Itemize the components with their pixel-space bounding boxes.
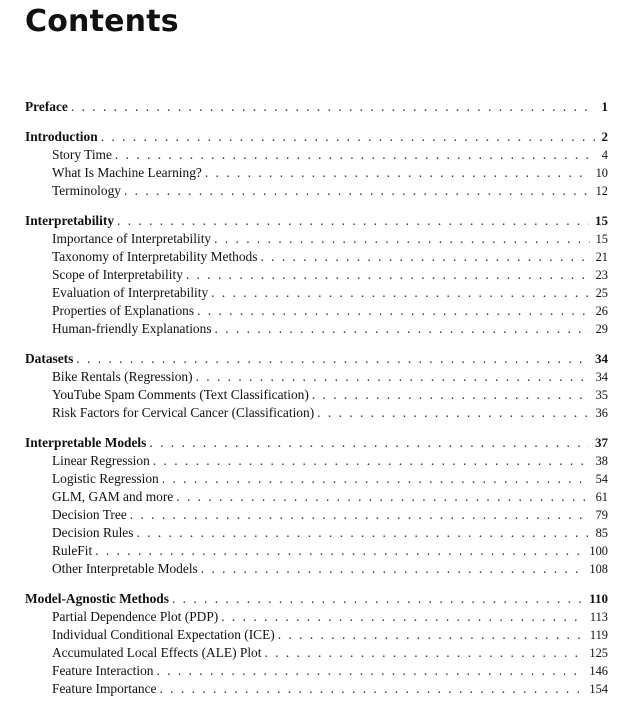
section-title: Feature Importance [52,681,157,696]
page-number: 21 [595,250,608,264]
toc-section-entry[interactable] [25,506,608,524]
section-title: Individual Conditional Expectation (ICE) [52,627,275,642]
page-number: 38 [595,454,608,468]
page-number: 34 [595,351,608,366]
page-number: 100 [589,544,608,558]
toc-section-entry[interactable] [25,146,608,164]
page-number: 37 [595,435,608,450]
chapter-title: Interpretability [25,213,115,228]
page-number: 10 [595,166,608,180]
chapter-title: Datasets [25,351,74,366]
section-title: Properties of Explanations [52,303,195,318]
dot-leader [153,452,590,470]
section-title: Evaluation of Interpretability [52,285,209,300]
section-title: YouTube Spam Comments (Text Classification) [52,387,309,402]
toc-section-entry[interactable] [25,248,608,266]
dot-leader [312,386,590,404]
page-number: 15 [595,213,608,228]
toc-chapter [25,128,608,200]
page-number: 26 [595,304,608,318]
toc-chapter [25,212,608,338]
dot-leader [196,368,590,386]
toc-section-entry[interactable] [25,662,608,680]
page-number: 110 [589,591,608,606]
toc-chapter [25,350,608,422]
dot-leader [214,230,589,248]
toc-section-entry[interactable] [25,644,608,662]
dot-leader [197,302,590,320]
page-number: 2 [601,129,608,144]
toc-section-entry[interactable] [25,266,608,284]
toc-chapter [25,98,608,116]
dot-leader [201,560,584,578]
toc-section-entry[interactable] [25,320,608,338]
toc-section-entry[interactable] [25,386,608,404]
dot-leader [101,128,596,146]
page-number: 79 [595,508,608,522]
section-title: Risk Factors for Cervical Cancer (Classification) [52,405,315,420]
page-number: 12 [595,184,608,198]
dot-leader [162,470,590,488]
dot-leader [215,320,590,338]
toc-chapter-entry[interactable] [25,590,608,608]
dot-leader [71,98,596,116]
page-number: 108 [589,562,608,576]
toc-section-entry[interactable] [25,560,608,578]
section-title: Story Time [52,147,112,162]
toc-section-entry[interactable] [25,404,608,422]
section-title: Partial Dependence Plot (PDP) [52,609,219,624]
chapter-title: Preface [25,99,68,114]
section-title: Other Interpretable Models [52,561,198,576]
page-number: 25 [595,286,608,300]
toc-section-entry[interactable] [25,164,608,182]
chapter-title: Introduction [25,129,98,144]
chapter-title: Interpretable Models [25,435,147,450]
dot-leader [159,680,583,698]
toc-section-entry[interactable] [25,488,608,506]
section-title: GLM, GAM and more [52,489,174,504]
dot-leader [136,524,589,542]
dot-leader [211,284,589,302]
toc-section-entry[interactable] [25,626,608,644]
dot-leader [76,350,589,368]
page-number: 146 [589,664,608,678]
toc-chapter-entry[interactable] [25,212,608,230]
section-title: Logistic Regression [52,471,159,486]
section-title: Accumulated Local Effects (ALE) Plot [52,645,262,660]
page-number: 125 [589,646,608,660]
page-number: 154 [589,682,608,696]
dot-leader [317,404,589,422]
page-number: 29 [595,322,608,336]
toc-chapter-entry[interactable] [25,128,608,146]
dot-leader [130,506,590,524]
toc-chapter [25,434,608,578]
toc-section-entry[interactable] [25,368,608,386]
page-number: 1 [601,99,608,114]
page-number: 54 [595,472,608,486]
dot-leader [117,212,589,230]
toc-section-entry[interactable] [25,182,608,200]
toc-section-entry[interactable] [25,542,608,560]
section-title: Decision Tree [52,507,127,522]
dot-leader [278,626,584,644]
page-number: 61 [595,490,608,504]
toc-section-entry[interactable] [25,302,608,320]
dot-leader [186,266,590,284]
dot-leader [221,608,584,626]
toc-section-entry[interactable] [25,524,608,542]
dot-leader [115,146,596,164]
section-title: Linear Regression [52,453,150,468]
dot-leader [95,542,583,560]
chapter-title: Model-Agnostic Methods [25,591,169,606]
toc-chapter [25,590,608,698]
page-number: 23 [595,268,608,282]
page-number: 85 [595,526,608,540]
dot-leader [260,248,589,266]
section-title: Scope of Interpretability [52,267,183,282]
toc-section-entry[interactable] [25,284,608,302]
page-number: 35 [595,388,608,402]
page-number: 34 [595,370,608,384]
toc-section-entry[interactable] [25,608,608,626]
dot-leader [172,590,583,608]
dot-leader [176,488,589,506]
section-title: Decision Rules [52,525,134,540]
section-title: RuleFit [52,543,93,558]
section-title: Importance of Interpretability [52,231,212,246]
dot-leader [149,434,589,452]
toc-chapter-entry[interactable] [25,350,608,368]
section-title: Feature Interaction [52,663,154,678]
page-number: 15 [595,232,608,246]
section-title: Human-friendly Explanations [52,321,212,336]
page-title: Contents [25,4,179,39]
section-title: Taxonomy of Interpretability Methods [52,249,258,264]
dot-leader [157,662,584,680]
page-number: 119 [589,628,608,642]
dot-leader [205,164,590,182]
toc-chapter-entry[interactable] [25,434,608,452]
dot-leader [264,644,583,662]
toc-section-entry[interactable] [25,230,608,248]
section-title: What Is Machine Learning? [52,165,202,180]
page-number: 113 [589,610,608,624]
page-number: 36 [595,406,608,420]
section-title: Bike Rentals (Regression) [52,369,193,384]
toc-section-entry[interactable] [25,680,608,698]
section-title: Terminology [52,183,121,198]
toc-chapter-entry[interactable] [25,98,608,116]
toc-section-entry[interactable] [25,452,608,470]
table-of-contents [25,98,608,698]
dot-leader [124,182,590,200]
toc-section-entry[interactable] [25,470,608,488]
page-number: 4 [601,148,608,162]
